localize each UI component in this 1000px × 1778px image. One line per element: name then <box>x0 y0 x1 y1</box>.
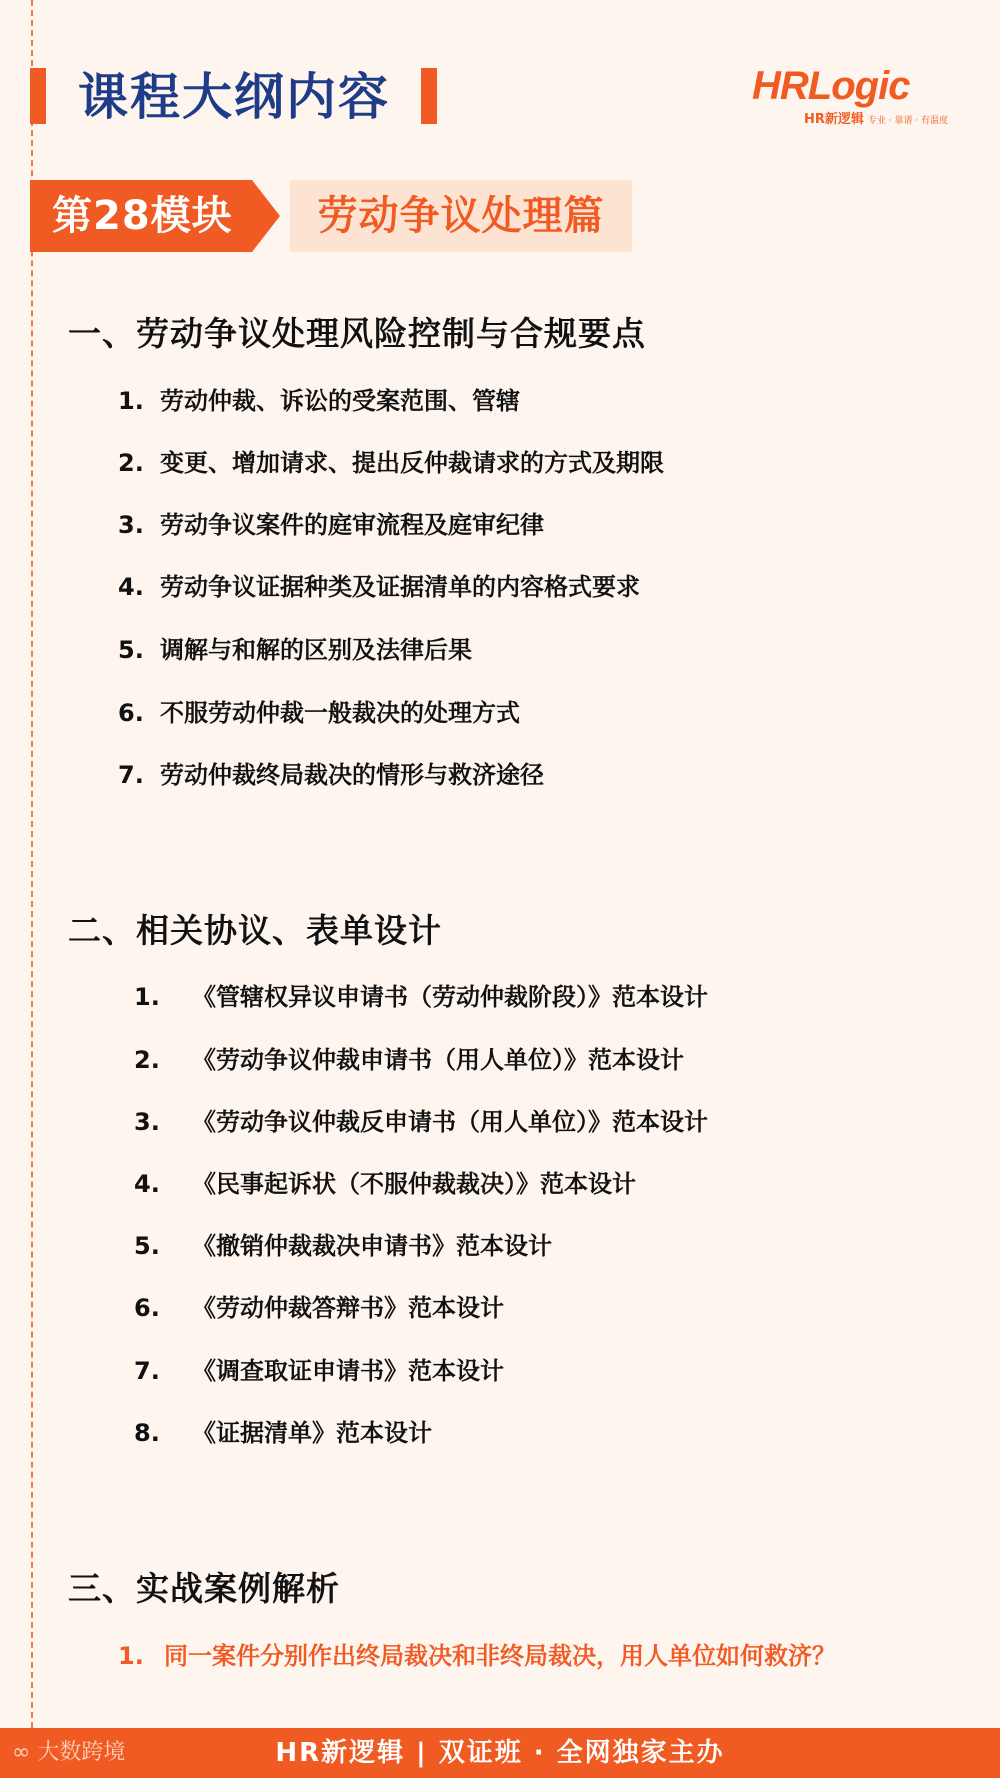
module-name-label: 劳动争议处理篇 <box>290 180 632 252</box>
item-number: 7. <box>118 761 144 789</box>
item-number: 2. <box>118 449 144 477</box>
module-chip <box>30 180 280 252</box>
list-item <box>118 696 520 730</box>
item-text: 《劳动仲裁答辩书》范本设计 <box>192 1294 504 1322</box>
item-text: 变更、增加请求、提出反仲裁请求的方式及期限 <box>160 449 664 477</box>
list-item <box>134 1291 504 1325</box>
list-item <box>134 1105 708 1139</box>
item-text: 调解与和解的区别及法律后果 <box>160 636 472 664</box>
item-number: 6. <box>118 699 144 727</box>
item-text: 《证据清单》范本设计 <box>192 1419 432 1447</box>
item-text: 劳动仲裁、诉讼的受案范围、管辖 <box>160 387 520 415</box>
logo-subtitle <box>804 108 948 127</box>
footer-banner <box>0 1728 1000 1778</box>
item-number: 5. <box>134 1232 160 1260</box>
item-number: 4. <box>118 573 144 601</box>
list-item <box>118 633 472 667</box>
item-text: 同一案件分别作出终局裁决和非终局裁决，用人单位如何救济？ <box>164 1642 836 1670</box>
logo-brand-name: HR新逻辑 <box>804 112 864 127</box>
item-text: 《劳动争议仲裁申请书（用人单位）》范本设计 <box>192 1046 684 1074</box>
item-number: 1. <box>118 387 144 415</box>
list-item <box>134 1229 552 1263</box>
list-item <box>118 384 520 418</box>
list-item <box>118 446 664 480</box>
list-item <box>118 508 544 542</box>
list-item <box>118 570 640 604</box>
item-number: 5. <box>118 636 144 664</box>
item-number: 1. <box>134 983 160 1011</box>
item-number: 1. <box>118 1642 144 1670</box>
footer-text: HR新逻辑 | 双证班 · 全网独家主办 <box>275 1738 725 1768</box>
item-text: 劳动争议案件的庭审流程及庭审纪律 <box>160 511 544 539</box>
list-item <box>118 1639 836 1673</box>
page-title: 课程大纲内容 <box>78 68 390 126</box>
item-number: 6. <box>134 1294 160 1322</box>
item-number: 2. <box>134 1046 160 1074</box>
item-number: 8. <box>134 1419 160 1447</box>
logo-slogan: 专业 · 靠谱 · 有温度 <box>867 116 949 126</box>
item-text: 《民事起诉状（不服仲裁裁决）》范本设计 <box>192 1170 636 1198</box>
item-number: 3. <box>134 1108 160 1136</box>
list-item <box>134 1354 504 1388</box>
item-text: 《调查取证申请书》范本设计 <box>192 1357 504 1385</box>
watermark-logo-icon: ∞ <box>12 1740 38 1765</box>
list-item <box>134 980 708 1014</box>
module-number-label: 第28模块 <box>52 193 233 239</box>
list-item <box>134 1416 432 1450</box>
item-number: 3. <box>118 511 144 539</box>
item-number: 4. <box>134 1170 160 1198</box>
item-text: 《劳动争议仲裁反申请书（用人单位）》范本设计 <box>192 1108 708 1136</box>
list-item <box>134 1167 636 1201</box>
hrlogic-logo <box>752 60 972 130</box>
item-text: 不服劳动仲裁一般裁决的处理方式 <box>160 699 520 727</box>
list-item <box>134 1043 684 1077</box>
section-heading-2: 二、相关协议、表单设计 <box>68 911 442 950</box>
item-text: 劳动争议证据种类及证据清单的内容格式要求 <box>160 573 640 601</box>
left-dashed-guide <box>31 0 33 1728</box>
title-accent-bar-right <box>421 68 437 124</box>
title-accent-bar-left <box>30 68 46 124</box>
item-text: 《管辖权异议申请书（劳动仲裁阶段）》范本设计 <box>192 983 708 1011</box>
section-heading-1: 一、劳动争议处理风险控制与合规要点 <box>68 314 646 353</box>
item-text: 劳动仲裁终局裁决的情形与救济途径 <box>160 761 544 789</box>
list-item <box>118 758 544 792</box>
item-number: 7. <box>134 1357 160 1385</box>
section-heading-3: 三、实战案例解析 <box>68 1569 340 1608</box>
item-text: 《撤销仲裁裁决申请书》范本设计 <box>192 1232 552 1260</box>
logo-mark: HRLogic <box>752 64 910 108</box>
watermark-text: 大数跨境 <box>37 1740 126 1765</box>
